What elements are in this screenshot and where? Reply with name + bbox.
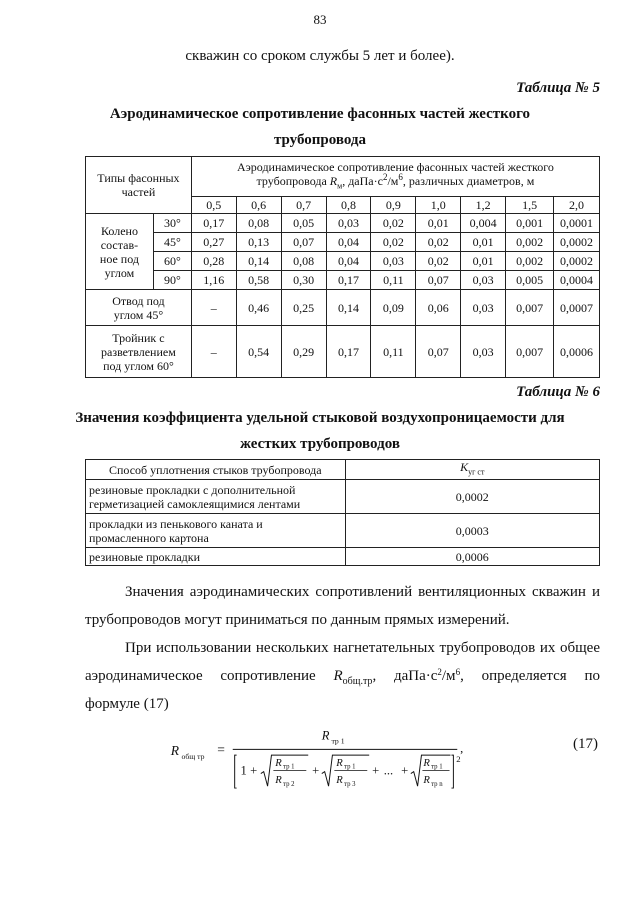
table6-k-header: $K_{уг ст}$ (345, 460, 599, 480)
table-row (86, 290, 600, 326)
table-cell: 0,02 (371, 233, 416, 252)
table-cell: 0,01 (461, 233, 506, 252)
table-cell: – (191, 326, 236, 378)
table-cell: 0,007 (506, 326, 554, 378)
formula-right-bracket (451, 755, 453, 788)
elbow-angle: 90° (153, 271, 191, 290)
k-value: 0,0006 (345, 548, 599, 566)
svg-text:тр 1: тр 1 (431, 763, 443, 771)
formula-lhs-sub: общ тр (181, 752, 205, 762)
diameter-header: 0,8 (326, 197, 371, 214)
table-cell: 0,002 (506, 252, 554, 271)
table-cell: 0,58 (236, 271, 281, 290)
table-row (86, 233, 600, 252)
table5-title-line2: трубопровода (273, 132, 367, 148)
table-row (86, 548, 600, 566)
table-cell: 0,03 (371, 252, 416, 271)
table-cell: 0,29 (281, 326, 326, 378)
table-cell: 0,14 (326, 290, 371, 326)
table-cell: – (191, 290, 236, 326)
table-row (86, 514, 600, 548)
table-cell: 0,17 (326, 271, 371, 290)
para1-line2: трубопроводов могут приниматься по данным прямых измерений. (85, 612, 510, 628)
table-row (86, 480, 600, 514)
elbow-label: Колено состав- ное под углом (86, 214, 154, 290)
diameter-header: 0,9 (371, 197, 416, 214)
table-row (86, 326, 600, 378)
svg-text:R: R (423, 757, 430, 769)
table-cell: 0,03 (326, 214, 371, 233)
table-cell: 0,28 (191, 252, 236, 271)
formula-plus-4: + (401, 763, 409, 778)
svg-text:R: R (423, 775, 430, 787)
table6-title-line2: жестких трубопроводов (240, 436, 400, 452)
table-cell: 0,05 (281, 214, 326, 233)
table-cell: 0,004 (461, 214, 506, 233)
sealing-method: прокладки из пенькового каната и промасленного картона (86, 514, 346, 548)
table-cell: 0,0002 (554, 252, 600, 271)
sealing-method: резиновые прокладки (86, 548, 346, 566)
table6 (85, 459, 600, 566)
table5-main-header: Аэродинамическое сопротивление фасонных частей жесткого трубопровода $R_м$, $даПа\cdot с^2/м^6$, различных диаметров, м (191, 157, 599, 197)
table-cell: 0,07 (416, 326, 461, 378)
elbow-angle: 30° (153, 214, 191, 233)
table-cell: 0,08 (281, 252, 326, 271)
svg-text:тр 1: тр 1 (344, 763, 356, 771)
formula-plus-2: + (312, 763, 320, 778)
tee-label: Тройник с разветвлением под углом 60° (86, 326, 192, 378)
formula-equals: = (217, 742, 225, 758)
table-cell: 0,04 (326, 252, 371, 271)
table-row (86, 214, 600, 233)
diameter-header: 0,6 (236, 197, 281, 214)
formula-plus-3: + (372, 763, 380, 778)
svg-text:тр n: тр n (431, 781, 443, 789)
k-value: 0,0002 (345, 480, 599, 514)
svg-text:R: R (336, 775, 343, 787)
equation-number: (17) (573, 736, 598, 752)
formula-power: 2 (456, 753, 461, 764)
table-cell: 0,08 (236, 214, 281, 233)
table-cell: 0,0001 (554, 214, 600, 233)
formula-left-bracket (235, 755, 237, 788)
table-cell: 0,0006 (554, 326, 600, 378)
diameter-header: 1,5 (506, 197, 554, 214)
table-cell: 0,02 (371, 214, 416, 233)
table5-title-line1: Аэродинамическое сопротивление фасонных частей жесткого (109, 106, 531, 122)
k-value: 0,0003 (345, 514, 599, 548)
table-cell: 0,04 (326, 233, 371, 252)
table-cell: 0,007 (506, 290, 554, 326)
table-cell: 0,46 (236, 290, 281, 326)
svg-text:тр 3: тр 3 (344, 781, 356, 789)
table-cell: 0,13 (236, 233, 281, 252)
table-cell: 0,30 (281, 271, 326, 290)
formula-dots: ... (383, 763, 394, 778)
table-cell: 0,27 (191, 233, 236, 252)
diameter-header: 1,0 (416, 197, 461, 214)
table-cell: 0,54 (236, 326, 281, 378)
formula-17 (160, 730, 590, 790)
para2-line2: аэродинамическое сопротивление $R_{общ.тр}$, $даПа\cdot с^2/м^6$, определяется по (85, 667, 600, 687)
sealing-method: резиновые прокладки с дополнительной герметизацией самоклеящимися лентами (86, 480, 346, 514)
table5-type-header: Типы фасонных частей (86, 157, 192, 214)
table-cell: 0,14 (236, 252, 281, 271)
table-cell: 0,0002 (554, 233, 600, 252)
bend-label: Отвод под углом 45° (86, 290, 192, 326)
diameter-header: 0,7 (281, 197, 326, 214)
table-cell: 0,09 (371, 290, 416, 326)
table5 (85, 156, 600, 378)
table-cell: 0,17 (326, 326, 371, 378)
table-cell: 0,25 (281, 290, 326, 326)
elbow-angle: 60° (153, 252, 191, 271)
svg-text:R: R (336, 757, 343, 769)
table5-caption: Таблица № 5 (516, 80, 600, 96)
page-number: 83 (313, 12, 327, 27)
svg-text:R: R (275, 775, 282, 787)
table-cell: 0,002 (506, 233, 554, 252)
svg-text:R: R (275, 757, 282, 769)
table-cell: 1,16 (191, 271, 236, 290)
formula-num: R (321, 730, 330, 743)
para2-line1: При использовании нескольких нагнетательных трубопроводов их общее (125, 640, 600, 656)
table-cell: 0,001 (506, 214, 554, 233)
table-cell: 0,005 (506, 271, 554, 290)
table-cell: 0,03 (461, 290, 506, 326)
formula-plus-1: + (250, 763, 258, 778)
elbow-angle: 45° (153, 233, 191, 252)
formula-num-sub: тр 1 (331, 736, 345, 746)
table6-title-line1: Значения коэффициента удельной стыковой воздухопроницаемости для (75, 410, 565, 426)
table-cell: 0,03 (461, 326, 506, 378)
table-cell: 0,11 (371, 326, 416, 378)
table6-method-header: Способ уплотнения стыков трубопровода (86, 460, 346, 480)
table-cell: 0,0007 (554, 290, 600, 326)
table6-caption: Таблица № 6 (516, 384, 600, 400)
table-cell: 0,07 (416, 271, 461, 290)
para1-line1: Значения аэродинамических сопротивлений вентиляционных скважин и (125, 584, 600, 600)
table-row (86, 271, 600, 290)
table-cell: 0,03 (461, 271, 506, 290)
table-cell: 0,02 (416, 252, 461, 271)
table-cell: 0,07 (281, 233, 326, 252)
table-cell: 0,11 (371, 271, 416, 290)
svg-text:тр 2: тр 2 (283, 781, 295, 789)
table-cell: 0,06 (416, 290, 461, 326)
formula-lhs: R (170, 743, 180, 759)
diameter-header: 0,5 (191, 197, 236, 214)
formula-one: 1 (240, 763, 247, 778)
diameter-header: 1,2 (461, 197, 506, 214)
table-cell: 0,02 (416, 233, 461, 252)
svg-text:тр 1: тр 1 (283, 763, 295, 771)
table-cell: 0,01 (461, 252, 506, 271)
table-cell: 0,0004 (554, 271, 600, 290)
table-cell: 0,01 (416, 214, 461, 233)
continuation-text: скважин со сроком службы 5 лет и более). (185, 48, 455, 64)
table-cell: 0,17 (191, 214, 236, 233)
formula-comma: , (460, 741, 464, 756)
table-row (86, 252, 600, 271)
para2-line3: формуле (17) (85, 696, 169, 712)
diameter-header: 2,0 (554, 197, 600, 214)
